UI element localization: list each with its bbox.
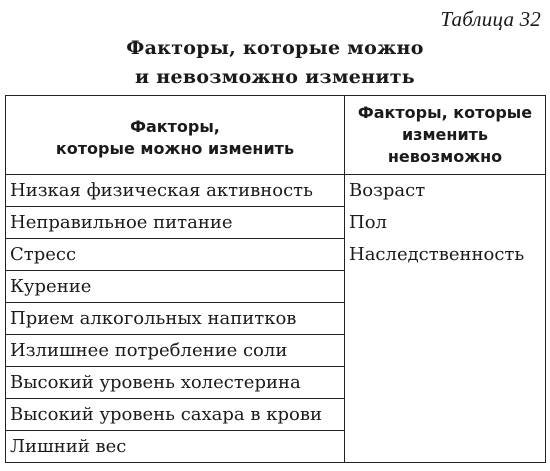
table-number: Таблица 32: [440, 7, 541, 31]
modifiable-factor: Излишнее потребление соли: [6, 335, 345, 367]
table-row: [6, 335, 546, 367]
header-modifiable-line-1: Факторы,: [130, 117, 220, 136]
header-row: [6, 96, 546, 175]
modifiable-factor: Высокий уровень сахара в крови: [6, 399, 345, 431]
non-modifiable-factor: Наследственность: [345, 239, 546, 271]
table-row: [6, 239, 546, 271]
table-row: [6, 207, 546, 239]
header-non-modifiable-line-3: невозможно: [387, 147, 503, 166]
empty-cell: [345, 303, 546, 335]
table-title-line-2: и невозможно изменить: [134, 66, 416, 88]
modifiable-factor: Стресс: [6, 239, 345, 271]
non-modifiable-factor: Возраст: [345, 175, 546, 207]
header-non-modifiable-line-1: Факторы, которые: [357, 103, 533, 122]
modifiable-factor: Неправильное питание: [6, 207, 345, 239]
table-row: [6, 303, 546, 335]
empty-cell: [345, 271, 546, 303]
table-title: [0, 34, 550, 92]
empty-cell: [345, 367, 546, 399]
table-row: [6, 399, 546, 431]
table-title-line-1: Факторы, которые можно: [126, 37, 424, 59]
table-row: [6, 271, 546, 303]
table-row: [6, 431, 546, 463]
header-modifiable: [6, 96, 345, 175]
modifiable-factor: Курение: [6, 271, 345, 303]
empty-cell: [345, 431, 546, 463]
table-row: [6, 175, 546, 207]
modifiable-factor: Высокий уровень холестерина: [6, 367, 345, 399]
modifiable-factor: Лишний вес: [6, 431, 345, 463]
header-non-modifiable-line-2: изменить: [401, 125, 489, 144]
header-non-modifiable: [345, 96, 546, 175]
empty-cell: [345, 399, 546, 431]
modifiable-factor: Прием алкогольных напитков: [6, 303, 345, 335]
non-modifiable-factor: Пол: [345, 207, 546, 239]
empty-cell: [345, 335, 546, 367]
header-modifiable-line-2: которые можно изменить: [55, 139, 295, 158]
table-row: [6, 367, 546, 399]
modifiable-factor: Низкая физическая активность: [6, 175, 345, 207]
factors-table: [5, 95, 546, 463]
